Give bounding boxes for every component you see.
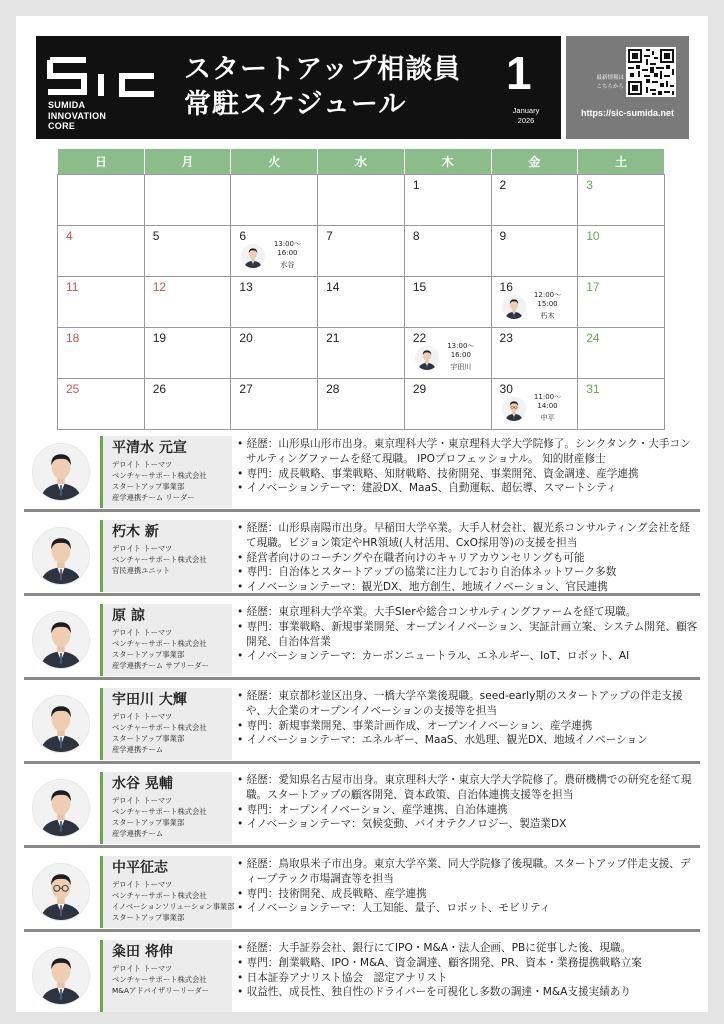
day-number: 18	[66, 331, 80, 345]
qr-note-line-2: こちらから	[596, 84, 624, 90]
page	[16, 16, 708, 1012]
calendar-day-cell	[58, 175, 145, 226]
calendar-day-cell	[144, 277, 231, 328]
calendar-day-cell	[318, 175, 405, 226]
entry-advisor-name: 宇田川	[450, 363, 472, 371]
title-line-1: スタートアップ相談員	[184, 54, 462, 85]
calendar-day-cell	[58, 328, 145, 379]
header-banner	[36, 36, 561, 139]
calendar-day-cell	[231, 379, 318, 430]
advisor-avatar	[502, 397, 526, 421]
calendar-day-cell	[144, 328, 231, 379]
calendar-day-cell	[318, 328, 405, 379]
schedule-entry	[241, 240, 316, 274]
day-number: 7	[326, 229, 333, 243]
calendar-week	[58, 277, 665, 328]
advisor-org-line: スタートアップ事業部	[112, 650, 185, 659]
month-name: January	[512, 106, 540, 115]
advisor-profile	[24, 600, 700, 680]
advisor-profile	[24, 432, 700, 512]
logo-line-2: INNOVATION	[48, 110, 107, 121]
advisor-namebox	[100, 688, 232, 760]
advisor-org-line: ベンチャーサポート株式会社	[112, 471, 207, 480]
advisor-avatar	[415, 346, 439, 370]
advisor-detail: • イノベーションテーマ：カーボンニュートラル、エネルギー、IoT、ロボット、AI	[237, 649, 699, 664]
advisor-detail: • 経歴：山形県山形市出身。東京理科大学・東京理科大学大学院修了。シンクタンク・大手コンサルティングファームを経て現職。 IPOプロフェッショナル。 知的財産修士	[237, 437, 699, 467]
advisor-org-line: スタートアップ事業部	[112, 734, 185, 743]
advisor-detail: • 経営者向けのコーチングや在職者向けのキャリアカウンセリングも可能	[237, 551, 699, 566]
advisor-description	[237, 773, 699, 832]
advisor-description	[237, 941, 699, 1000]
weekday-sat: 土	[578, 149, 665, 175]
advisor-description	[237, 689, 699, 748]
advisor-org-line: デロイト トーマツ	[112, 964, 173, 973]
day-number: 21	[326, 331, 340, 345]
advisor-detail: • 経歴：東京理科大学卒業。大手SIerや総合コンサルティングファームを経て現職。	[237, 605, 699, 620]
advisor-detail: • 日本証券アナリスト協会 認定アナリスト	[237, 971, 699, 986]
weekday-tue: 火	[231, 149, 318, 175]
calendar-day-cell	[144, 175, 231, 226]
advisor-detail: • 専門：新規事業開発、事業計画作成、オープンイノベーション、産学連携	[237, 719, 699, 734]
advisor-org-line: デロイト トーマツ	[112, 712, 173, 721]
day-number: 9	[499, 229, 507, 243]
month-number: 1	[506, 47, 532, 99]
calendar-day-cell	[318, 277, 405, 328]
calendar-day-cell	[404, 328, 491, 379]
day-number: 20	[239, 331, 253, 345]
weekday-sun: 日	[58, 149, 145, 175]
advisor-name: 宇田川 大輝	[112, 692, 187, 708]
schedule-entry	[502, 393, 577, 427]
advisor-photo	[32, 863, 90, 921]
day-number: 16	[499, 280, 513, 294]
qr-code-icon[interactable]	[626, 47, 676, 97]
day-number: 6	[239, 229, 247, 243]
calendar-week	[58, 226, 665, 277]
advisor-org-line: 産学連携チーム リーダー	[112, 493, 195, 502]
calendar-day-cell	[491, 328, 578, 379]
page-title	[184, 52, 461, 122]
advisor-detail: • イノベーションテーマ：エネルギー、MaaS、水処理、観光DX、地域イノベーション	[237, 733, 699, 748]
calendar-day-cell	[491, 175, 578, 226]
advisor-profile	[24, 936, 700, 1016]
calendar-day-cell	[318, 226, 405, 277]
advisor-name: 粂田 将伸	[112, 944, 173, 960]
advisor-profile	[24, 852, 700, 932]
advisor-namebox	[100, 772, 232, 844]
advisor-org-line: 産学連携チーム サブリーダー	[112, 661, 209, 670]
title-line-2: 常駐スケジュール	[184, 89, 407, 120]
day-number: 10	[586, 229, 600, 243]
calendar-day-cell	[58, 226, 145, 277]
advisor-org-line: デロイト トーマツ	[112, 796, 173, 805]
advisor-name: 水谷 晃輔	[112, 776, 173, 792]
advisor-detail: • イノベーションテーマ：気候変動、バイオテクノロジー、製造業DX	[237, 817, 699, 832]
day-number: 24	[586, 331, 600, 345]
advisor-org-line: 産学連携チーム	[112, 829, 164, 838]
calendar-day-cell	[231, 328, 318, 379]
advisor-org-line: デロイト トーマツ	[112, 460, 173, 469]
calendar-day-cell	[144, 226, 231, 277]
calendar-day-cell	[404, 379, 491, 430]
calendar-day-cell	[578, 328, 665, 379]
advisor-detail: • イノベーションテーマ：観光DX、地方創生、地域イノベーション、官民連携	[237, 580, 699, 595]
calendar-day-cell	[404, 277, 491, 328]
advisor-detail: • 専門：事業戦略、新規事業開発、オープンイノベーション、実証計画立案、システム開発、顧客開発、自治体営業	[237, 620, 699, 650]
day-number: 13	[239, 280, 253, 294]
month-label	[502, 106, 550, 126]
day-number: 3	[586, 178, 593, 192]
schedule-entry	[502, 291, 577, 325]
qr-note-line-1: 最新情報は	[596, 75, 624, 81]
advisor-avatar	[502, 295, 526, 319]
day-number: 19	[152, 331, 167, 345]
calendar-day-cell	[144, 379, 231, 430]
advisor-org-line: スタートアップ事業部	[112, 818, 185, 827]
day-number: 27	[239, 382, 253, 396]
calendar-day-cell	[58, 277, 145, 328]
entry-time: 13:00～16:00	[447, 342, 475, 359]
entry-advisor-name: 中平	[540, 414, 555, 422]
calendar-day-cell	[404, 175, 491, 226]
advisor-org-line: デロイト トーマツ	[112, 628, 173, 637]
weekday-wed: 水	[318, 149, 405, 175]
weekday-fri: 金	[491, 149, 578, 175]
weekday-thu: 木	[404, 149, 491, 175]
calendar-day-cell	[231, 226, 318, 277]
advisor-org-line: ベンチャーサポート株式会社	[112, 807, 207, 816]
day-number: 8	[412, 229, 420, 243]
day-number: 5	[152, 229, 160, 243]
day-number: 22	[412, 331, 427, 345]
advisor-description	[237, 437, 699, 496]
advisor-org-line: デロイト トーマツ	[112, 880, 173, 889]
day-number: 29	[412, 382, 427, 396]
advisor-namebox	[100, 520, 232, 592]
day-number: 12	[152, 280, 167, 294]
advisor-name: 平清水 元宣	[112, 440, 187, 456]
advisor-detail: • 専門：技術開発、成長戦略、産学連携	[237, 887, 699, 902]
calendar-day-cell	[578, 277, 665, 328]
calendar-day-cell	[404, 226, 491, 277]
calendar-week	[58, 328, 665, 379]
advisor-description	[237, 521, 699, 595]
advisor-org-line: ベンチャーサポート株式会社	[112, 891, 207, 900]
advisor-name: 朽木 新	[112, 524, 159, 540]
advisor-detail: • 専門：成長戦略、事業戦略、知財戦略、技術開発、事業開発、資金調達、産学連携	[237, 467, 699, 482]
day-number: 4	[66, 229, 73, 243]
advisor-org-line: スタートアップ事業部	[112, 913, 185, 922]
advisor-profile	[24, 768, 700, 848]
day-number: 26	[152, 382, 167, 396]
calendar-day-cell	[231, 175, 318, 226]
calendar-day-cell	[578, 226, 665, 277]
day-number: 17	[586, 280, 600, 294]
advisor-name: 中平征志	[112, 860, 168, 876]
logo-line-3: CORE	[48, 121, 76, 131]
year: 2026	[517, 116, 535, 125]
advisor-avatar	[241, 244, 265, 268]
calendar-day-cell	[491, 379, 578, 430]
advisor-namebox	[100, 604, 232, 676]
day-number: 14	[326, 280, 340, 294]
advisor-detail: • 経歴：山形県南陽市出身。早稲田大学卒業。大手人材会社、観光系コンサルティング会社を経て現職。ビジョン策定やHR領域(人材活用、CxO採用等)の支援を担当	[237, 521, 699, 551]
logo-line-1: SUMIDA	[48, 100, 86, 110]
calendar-day-cell	[318, 379, 405, 430]
advisor-org-line: スタートアップ事業部	[112, 482, 185, 491]
advisor-profiles	[24, 432, 700, 1020]
advisor-detail: • 収益性、成長性、独自性のドライバーを可視化し多数の調達・M&A支援実績あり	[237, 985, 699, 1000]
day-number: 31	[586, 382, 600, 396]
advisor-org-line: ベンチャーサポート株式会社	[112, 975, 207, 984]
advisor-namebox	[100, 436, 232, 508]
qr-note	[574, 74, 624, 92]
entry-time: 11:00～14:00	[533, 393, 562, 410]
entry-advisor-name: 朽木	[540, 312, 555, 320]
calendar-day-cell	[578, 379, 665, 430]
advisor-detail: • 専門：自治体とスタートアップの協業に注力しており自治体ネットワーク多数	[237, 565, 699, 580]
calendar-day-cell	[58, 379, 145, 430]
entry-time: 13:00～16:00	[273, 240, 301, 257]
advisor-description	[237, 605, 699, 664]
advisor-detail: • 経歴：東京都杉並区出身、一橋大学卒業後現職。seed-early期のスタートアップの伴走支援や、大企業のオープンイノベーションの支援等を担当	[237, 689, 699, 719]
advisor-photo	[32, 779, 90, 837]
day-number: 23	[499, 331, 513, 345]
advisor-org-line: ベンチャーサポート株式会社	[112, 639, 207, 648]
calendar-week	[58, 379, 665, 430]
entry-time: 12:00～15:00	[533, 291, 562, 308]
day-number: 28	[326, 382, 340, 396]
advisor-description	[237, 857, 699, 916]
day-number: 30	[499, 382, 513, 396]
site-url[interactable]: https://sic-sumida.net	[580, 108, 674, 118]
advisor-photo	[32, 611, 90, 669]
qr-panel	[566, 36, 689, 139]
advisor-namebox	[100, 940, 232, 1012]
day-number: 25	[66, 382, 80, 396]
day-number: 11	[66, 280, 79, 294]
calendar-day-cell	[491, 226, 578, 277]
calendar-week	[58, 175, 665, 226]
advisor-org-line: 産学連携チーム	[112, 745, 164, 754]
advisor-org-line: M&Aアドバイザリーリーダー	[112, 986, 210, 995]
day-number: 15	[412, 280, 427, 294]
advisor-org-line: ベンチャーサポート株式会社	[112, 555, 207, 564]
calendar-day-cell	[491, 277, 578, 328]
entry-advisor-name: 水谷	[280, 261, 295, 269]
advisor-photo	[32, 947, 90, 1005]
calendar-day-cell	[231, 277, 318, 328]
advisor-org-line: イノベーションソリューション事業部	[112, 902, 235, 911]
day-number: 2	[499, 178, 507, 192]
advisor-detail: • 専門：創業戦略、IPO・M&A、資金調達、顧客開発、PR、資本・業務提携戦略立案	[237, 956, 699, 971]
day-number: 1	[412, 178, 420, 192]
advisor-org-line: デロイト トーマツ	[112, 544, 173, 553]
advisor-profile	[24, 684, 700, 764]
advisor-namebox	[100, 856, 235, 928]
advisor-detail: • 経歴：大手証券会社、銀行にてIPO・M&A・法人企画、PBに従事した後、現職。	[237, 941, 699, 956]
advisor-photo	[32, 443, 90, 501]
calendar-day-cell	[578, 175, 665, 226]
advisor-detail: • 専門：オープンイノベーション、産学連携、自治体連携	[237, 803, 699, 818]
advisor-org-line: 官民連携ユニット	[112, 566, 171, 575]
advisor-org-line: ベンチャーサポート株式会社	[112, 723, 207, 732]
advisor-detail: • 経歴：愛知県名古屋市出身。東京理科大学・東京大学大学院修了。農研機構での研究を経て現職。スタートアップの顧客開発、資本政策、自治体連携支援等を担当	[237, 773, 699, 803]
advisor-name: 原 諒	[112, 608, 145, 624]
weekday-mon: 月	[144, 149, 231, 175]
schedule-entry	[415, 342, 490, 376]
advisor-photo	[32, 695, 90, 753]
advisor-profile	[24, 516, 700, 596]
advisor-detail: • イノベーションテーマ：建設DX、MaaS、自動運転、超伝導、スマートシティ	[237, 481, 699, 496]
schedule-calendar	[57, 148, 665, 430]
advisor-detail: • 経歴：鳥取県米子市出身。東京大学卒業、同大学院修了後現職。スタートアップ伴走支援、ディープテック市場調査等を担当	[237, 857, 699, 887]
advisor-photo	[32, 527, 90, 585]
advisor-detail: • イノベーションテーマ：人工知能、量子、ロボット、モビリティ	[237, 901, 699, 916]
sic-logo	[46, 54, 166, 131]
